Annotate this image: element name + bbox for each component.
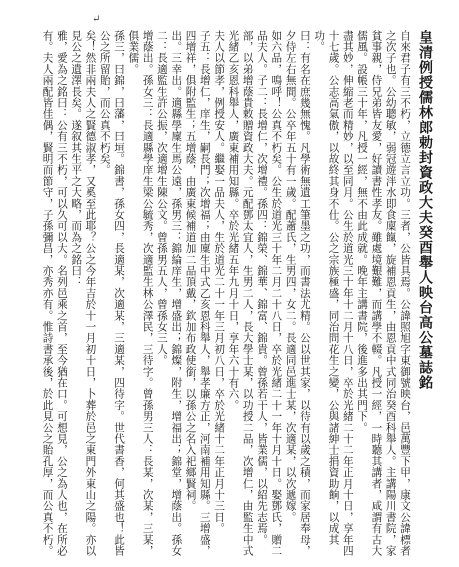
return-mark: ↵ — [92, 14, 101, 25]
body-paragraph: 孫三，曰錦，曰藩，曰垣。錦書，孫女四，長適某，次適某，三適某，四待字。世代書香，何其盛也！此皆公之所留貽，而公真不朽矣。 — [98, 30, 126, 557]
body-paragraph: 子五：長增仁，庠生，嗣長門；次增福；由廩生中式乙亥恩科舉人，舉孝廉方正，河南補用知縣。三增盛，四增祥，俱附監生；五增蔭，由廣東候補道加二品頂戴，欽加布政使銜，以孫公之名入祀鄉賢祠。 — [184, 30, 211, 557]
body-paragraph: 出。三幸出。適縣學廩生馬公遠，孫男三：錦綸庠生，增盛出；錦燦，附生，增福出；錦堂，增蔭出。孫女二：長適監生許公振，次適增生陳公文。曾孫男五人，曾孫女三人。 — [155, 30, 183, 557]
body-paragraph: 矣！然非兩夫人之賢德淑孝，又奚至此耶？公之今年吉於十一月初十日，卜葬於邑之東門外東山之陽。亦以見公之遺澤長矣。遂叙其生平之大略，而為之銘曰： — [70, 30, 97, 557]
body-paragraph: 增蔭出。孫女三：長適縣學庠生梁公毓秀，次適監生林公澤民，三待字。曾孫男三人：長某，次某，三某，俱業儒。 — [127, 30, 154, 557]
epitaph-body — [30, 30, 412, 558]
body-paragraph: 夫人以節孝，例授安人。繼娶一品夫人，生於道光二十一年三月初八日，卒於光緒十二年正月十三日。 — [213, 30, 226, 534]
body-paragraph: 如六品，鳴呼！公真不朽矣。公生於道光三十年二月二十八日，卒於光緒二十一年十月十日。娶鄧氏，贈二品夫人。子二：長增仁，次增禮。孫四：錦榮、錦華、錦富、錦貴。曾孫若干人，皆業儒，以紹先志焉。 — [256, 30, 283, 557]
body-paragraph: 盡其妙，伸縮老而精妙，以至同月。公生於道光三十年十二月十八日，卒於光緒二十二年正月十日，享年四十七歲。公志高氣傲，以故終其身不仕。公之宗族極盛，同治問花生之變，公與諸紳士捐資助餉，以成其功。 — [313, 30, 354, 557]
body-paragraph: 部，以弟增蔭貴敕贈資政大夫。元配鄧太宜人，生男二人，長大學士某，以功授二品，次增仁，由監生中式光緒乙亥恩科舉人，廣東補用知縣。卒於光緒五年九月十日，享年六十有六。 — [227, 30, 254, 557]
body-paragraph: 雅，愛為之銘曰：公有三不朽，可以久可以大。名列邑乘之首，至今猶在口。可想見，公之為人也，在所必有。夫人兩配皆佳偶，賢明而節守，子孫彌昌，亦秀亦有。惟詩書承後，於此見公之貽孔厚，而公真不朽。 — [41, 30, 68, 557]
epitaph-title: 皇清例授儒林郎勅封資政大夫癸酉舉人映台高公墓誌銘 — [417, 30, 433, 390]
document-page — [30, 30, 434, 558]
body-paragraph: 曰：有名在庶幾無愧。凡學術無遺工筆墨之功，而書法尤精。公以世其家，以待有以歲之積，而家居奉母，夕侍左右無間。公卒年五十有一歲。配蕭氏，生男四，女二。長適同邑進士某，次適某，以次遞嫁。 — [284, 30, 311, 557]
body-paragraph: 自來君子有三不朽，立德立言立功。三者，公皆具焉。公諱照旭字東御號映台，邑萬豐下甲，康文公諱標者之次子也。公幼聰敏，弱冠遊泮水即食廩餼，旋補恩貢生，由恩貢中式同治癸酉科舉人。主講陽川書院，家貧事親，侍兄弟皆友愛，好讀書性孝友。雖處境艱難，而講學不輟。凡授一經，一時聽其講者，咸謂有古大儒風。設帳三十年，凡授一經，無不由此成就。晚年主講書院，後進多出其門下。 — [356, 30, 411, 557]
